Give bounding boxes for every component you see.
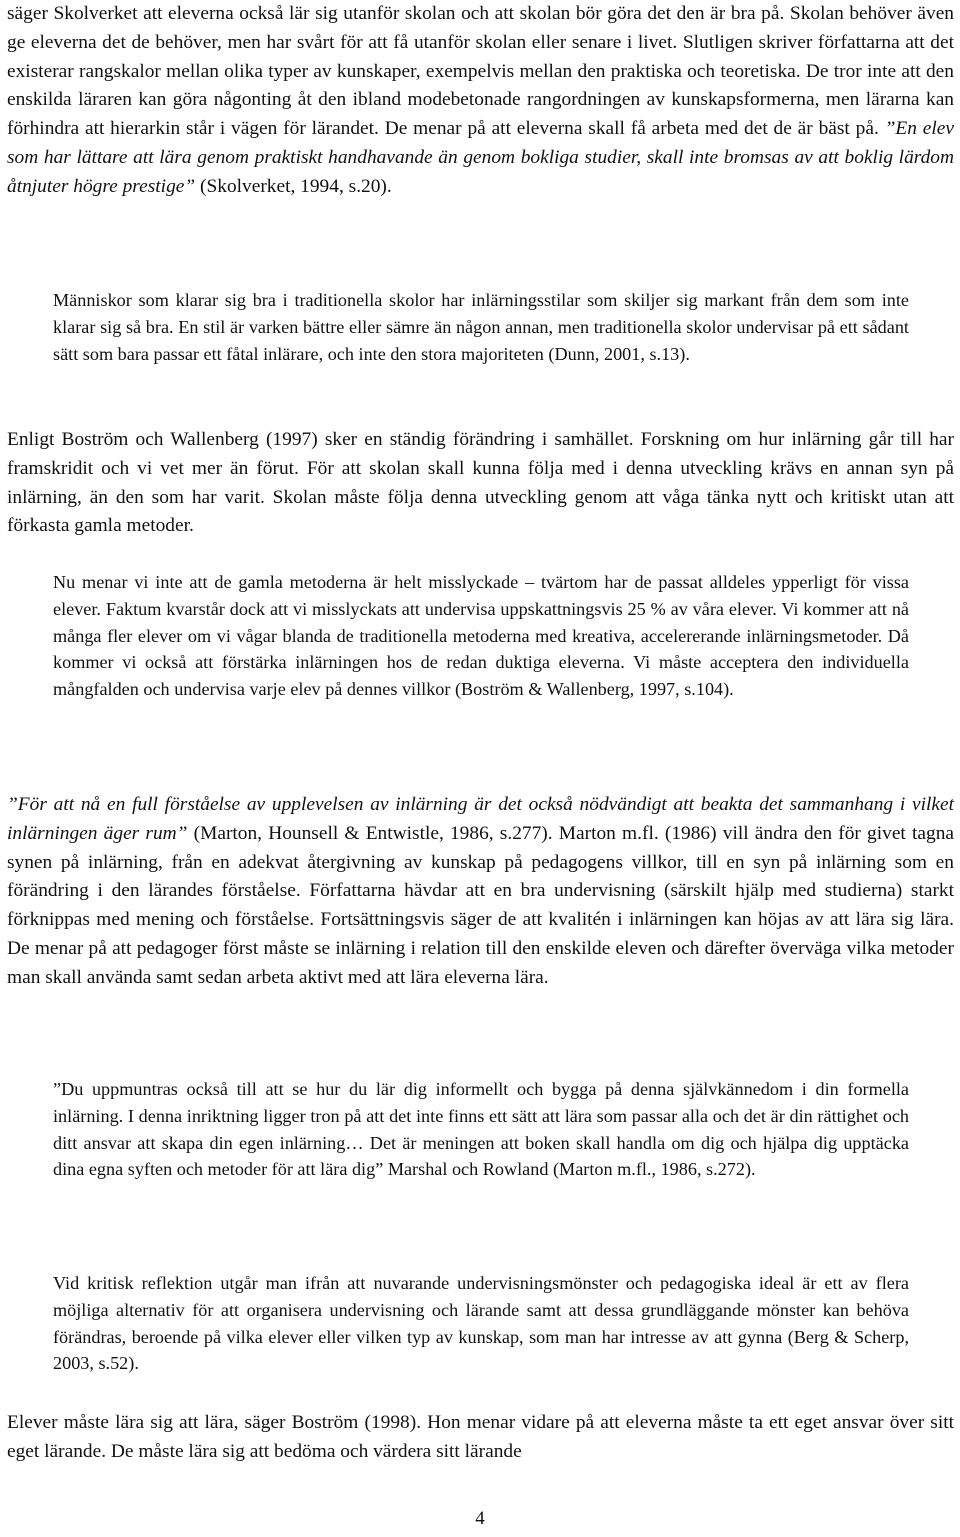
paragraph-1-text: säger Skolverket att eleverna också lär sig utanför skolan och att skolan bör göra det den är bra på. Skolan behöver även ge eleverna det de behöver, men har svårt för att få utanför skolan eller senare i livet. Slutligen skriver författarna att det existerar rangskalor mellan olika typer av kunskaper, exempelvis mellan den praktiska och teoretiska. De tror inte att den enskilda läraren kan göra någonting åt den ibland modebetonade rangordningen av kunskapsformerna, men lärarna kan förhindra att hierarkin står i vägen för lärandet. De menar på att eleverna skall få arbeta med det de är bäst på.	[7, 3, 954, 140]
paragraph-3-italic-quote: ”För att nå en full förståelse av upplevelsen av inlärning är det också nödvändigt att beakta det sammanhang i vilket inlärningen äger rum”	[7, 794, 954, 844]
paragraph-1	[7, 0, 954, 202]
paragraph-3	[7, 791, 954, 993]
paragraph-2: Enligt Boström och Wallenberg (1997) sker en ständig förändring i samhället. Forskning om hur inlärning går till har framskridit och vi vet mer än förut. För att skolan skall kunna följa med i denna utveckling krävs en annan syn på inlärning, än den som har varit. Skolan måste följa denna utveckling genom att våga tänka nytt och kritiskt utan att förkasta gamla metoder.	[7, 429, 954, 537]
block-quote-3: ”Du uppmuntras också till att se hur du lär dig informellt och bygga på denna självkännedom i din formella inlärning. I denna inriktning ligger tron på att det inte finns ett sätt att lära som passar alla och det är din rättighet och ditt ansvar att skapa din egen inlärning… Det är meningen att boken skall handla om dig och hjälpa dig upptäcka dina egna syften och metoder för att lära dig” Marshal och Rowland (Marton m.fl., 1986, s.272).	[53, 1079, 909, 1180]
block-quote-4: Vid kritisk reflektion utgår man ifrån att nuvarande undervisningsmönster och pedagogiska ideal är ett av flera möjliga alternativ för att organisera undervisning och lärande samt att dessa grundläggande mönster kan behöva förändras, beroende på vilka elever eller vilken typ av kunskap, som man har intresse av att gynna (Berg & Scherp, 2003, s.52).	[53, 1273, 909, 1374]
paragraph-1-citation: (Skolverket, 1994, s.20).	[195, 175, 392, 197]
block-quote-1: Människor som klarar sig bra i traditionella skolor har inlärningsstilar som skiljer sig markant från dem som inte klarar sig så bra. En stil är varken bättre eller sämre än någon annan, men traditionella skolor undervisar på ett sådant sätt som bara passar ett fåtal inlärare, och inte den stora majoriteten (Dunn, 2001, s.13).	[53, 290, 909, 364]
paragraph-1-italic-quote: ”En elev som har lättare att lära genom praktiskt handhavande än genom bokliga studier, skall inte bromsas av att boklig lärdom åtnjuter högre prestige”	[7, 118, 954, 197]
block-quote-2: Nu menar vi inte att de gamla metoderna är helt misslyckade – tvärtom har de passat alldeles ypperligt för vissa elever. Faktum kvarstår dock att vi misslyckats att undervisa uppskattningsvis 25 % av våra elever. Vi kommer att nå många fler elever om vi vågar blanda de traditionella metoderna med kreativa, accelererande inlärningsmetoder. Då kommer vi också att förstärka inlärningen hos de redan duktiga eleverna. Vi måste acceptera den individuella mångfalden och undervisa varje elev på dennes villkor (Boström & Wallenberg, 1997, s.104).	[53, 572, 909, 700]
page-number: 4	[475, 1508, 485, 1529]
paragraph-4: Elever måste lära sig att lära, säger Boström (1998). Hon menar vidare på att eleverna måste ta ett eget ansvar över sitt eget lärande. De måste lära sig att bedöma och värdera sitt lärande	[7, 1412, 954, 1462]
paragraph-3-text: (Marton, Hounsell & Entwistle, 1986, s.277). Marton m.fl. (1986) vill ändra den för givet tagna synen på inlärning, från en adekvat återgivning av kunskap på pedagogens villkor, till en syn på inlärning som en förändring i den lärandes förståelse. Författarna hävdar att en bra undervisning (särskilt hjälp med studierna) starkt förknippas med mening och förståelse. Fortsättningsvis säger de att kvalitén i inlärningen kan höjas av att lära sig lära. De menar på att pedagoger först måste se inlärning i relation till den enskilde eleven och därefter överväga vilka metoder man skall använda samt sedan arbeta aktivt med att lära eleverna lära.	[7, 822, 954, 988]
